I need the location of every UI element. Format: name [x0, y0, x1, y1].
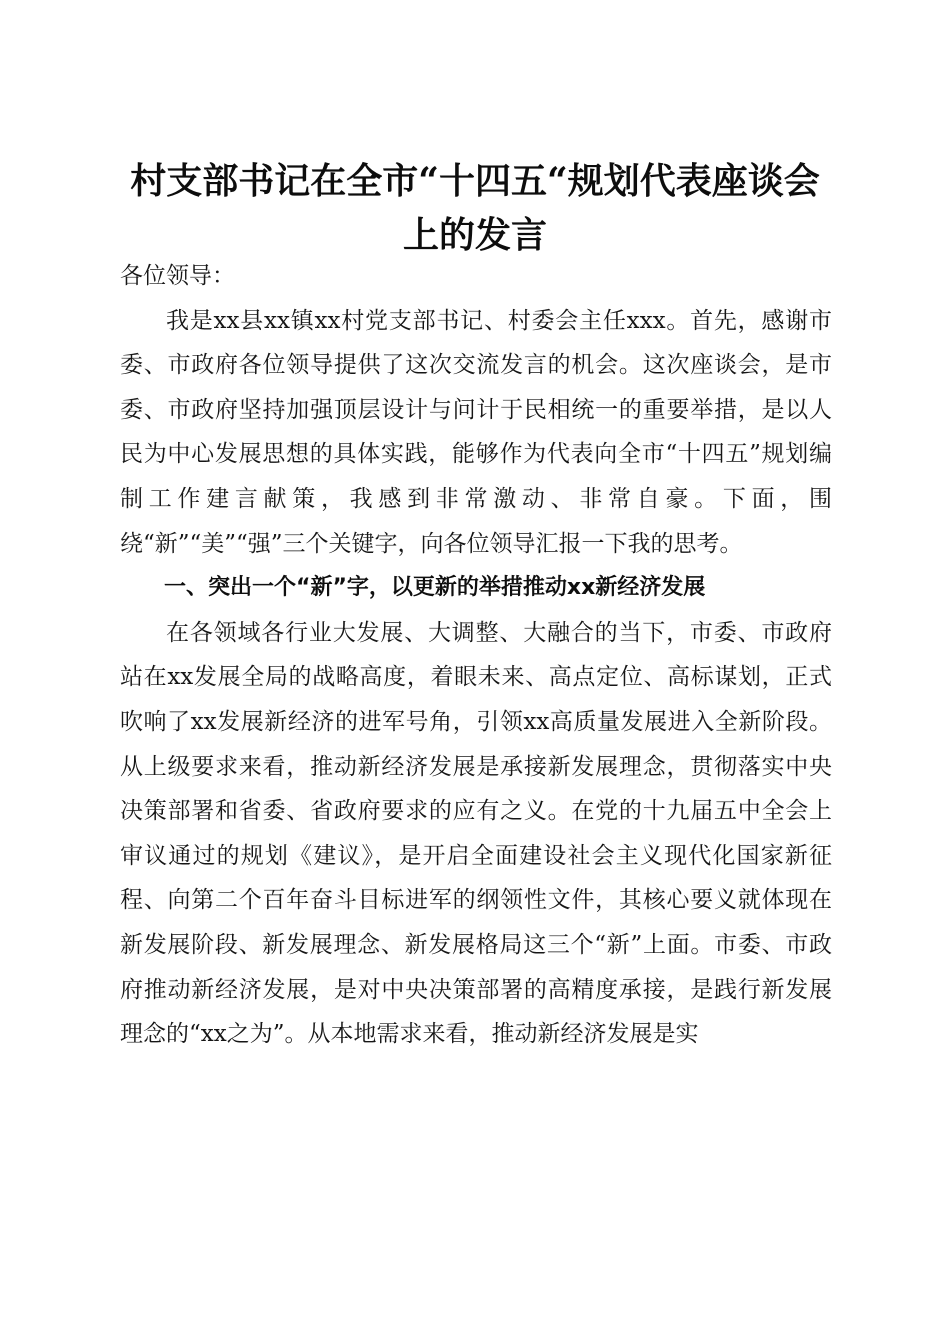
- title-line-1: 村支部书记在全市“十四五“规划代表座谈会: [130, 160, 820, 203]
- title-line-2: 上的发言: [402, 214, 547, 257]
- section-heading-1: 一、突出一个“新”字，以更新的举措推动xx新经济发展: [164, 575, 706, 601]
- document-body: [120, 254, 832, 1057]
- paragraph-section-1: 在各领域各行业大发展、大调整、大融合的当下，市委、市政府站在xx发展全局的战略高度，着眼未来、高点定位、高标谋划，正式吹响了xx发展新经济的进军号角，引领xx高质量发展进入全新阶段。从上级要求来看，推动新经济发展是承接新发展理念，贯彻落实中央决策部署和省委、省政府要求的应有之义。在党的十九届五中全会上审议通过的规划《建议》，是开启全面建设社会主义现代化国家新征程、向第二个百年奋斗目标进军的纲领性文件，其核心要义就体现在新发展阶段、新发展理念、新发展格局这三个“新”上面。市委、市政府推动新经济发展，是对中央决策部署的高精度承接，是践行新发展理念的“xx之为”。从本地需求来看，推动新经济发展是实: [120, 619, 832, 1048]
- document-title: [100, 154, 850, 262]
- salutation: 各位领导：: [120, 263, 235, 289]
- paragraph-introduction: 我是xx县xx镇xx村党支部书记、村委会主任xxx。首先，感谢市委、市政府各位领导提供了这次交流发言的机会。这次座谈会，是市委、市政府坚持加强顶层设计与问计于民相统一的重要举措，是以人民为中心发展思想的具体实践，能够作为代表向全市“十四五”规划编制工作建言献策，我感到非常激动、非常自豪。下面，围绕“新”“美”“强”三个关键字，向各位领导汇报一下我的思考。: [120, 307, 832, 557]
